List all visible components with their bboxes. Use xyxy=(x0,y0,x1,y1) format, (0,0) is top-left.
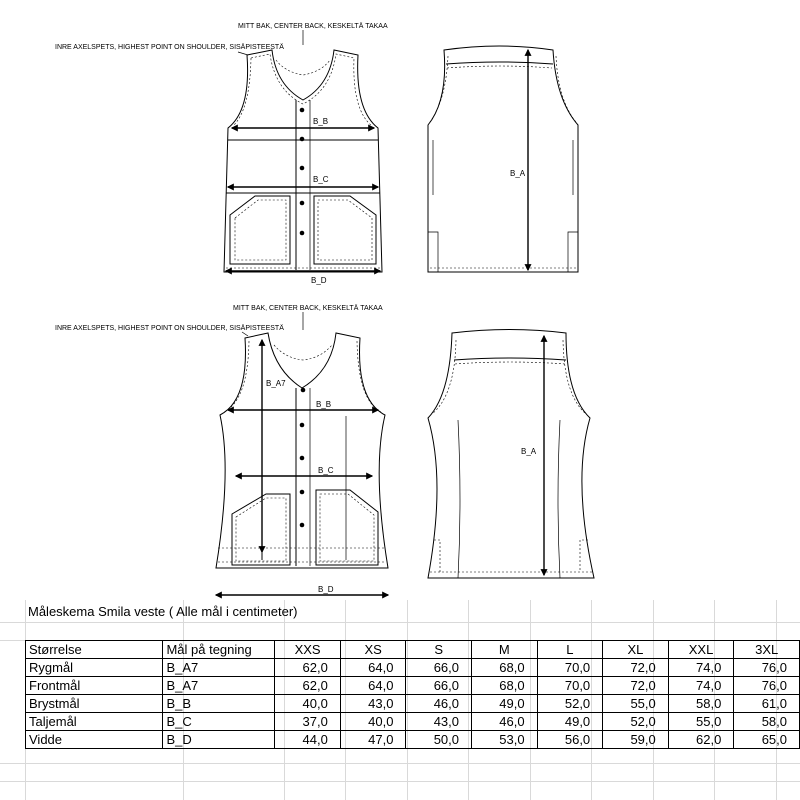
cell-value: 37,0 xyxy=(275,713,341,731)
top-shoulder-label: INRE AXELSPETS, HIGHEST POINT ON SHOULDER, SISÄPISTEESTÄ xyxy=(55,44,284,51)
table-header-row xyxy=(26,641,800,659)
cell-value: 58,0 xyxy=(668,695,734,713)
bottom-back-vest xyxy=(428,330,594,579)
header-size-s: S xyxy=(406,641,472,659)
cell-value: 76,0 xyxy=(734,677,800,695)
cell-value: 65,0 xyxy=(734,731,800,749)
cell-value: 49,0 xyxy=(537,713,603,731)
table-title: Måleskema Smila veste ( Alle mål i centimeter) xyxy=(28,604,298,619)
row-code: B_B xyxy=(163,695,275,713)
bottom-bc-label: B_C xyxy=(318,466,334,475)
cell-value: 66,0 xyxy=(406,659,472,677)
bottom-center-back-label: MITT BAK, CENTER BACK, KESKELTÄ TAKAA xyxy=(233,305,383,312)
cell-value: 62,0 xyxy=(275,677,341,695)
header-size-xs: XS xyxy=(340,641,406,659)
row-label: Brystmål xyxy=(26,695,163,713)
cell-value: 68,0 xyxy=(472,677,538,695)
bottom-bb-label: B_B xyxy=(316,400,332,409)
cell-value: 55,0 xyxy=(603,695,669,713)
cell-value: 76,0 xyxy=(734,659,800,677)
table-row xyxy=(26,713,800,731)
cell-value: 40,0 xyxy=(340,713,406,731)
cell-value: 74,0 xyxy=(668,659,734,677)
row-label: Rygmål xyxy=(26,659,163,677)
cell-value: 70,0 xyxy=(537,659,603,677)
header-size-xxs: XXS xyxy=(275,641,341,659)
cell-value: 44,0 xyxy=(275,731,341,749)
cell-value: 72,0 xyxy=(603,677,669,695)
table-row xyxy=(26,659,800,677)
header-size-xl: XL xyxy=(603,641,669,659)
cell-value: 50,0 xyxy=(406,731,472,749)
cell-value: 46,0 xyxy=(472,713,538,731)
row-label: Frontmål xyxy=(26,677,163,695)
header-size-3xl: 3XL xyxy=(734,641,800,659)
measurement-table xyxy=(25,640,800,749)
table-row xyxy=(26,695,800,713)
row-label: Taljemål xyxy=(26,713,163,731)
header-size-xxl: XXL xyxy=(668,641,734,659)
row-code: B_A7 xyxy=(163,677,275,695)
cell-value: 43,0 xyxy=(406,713,472,731)
cell-value: 43,0 xyxy=(340,695,406,713)
cell-value: 52,0 xyxy=(603,713,669,731)
table-row xyxy=(26,731,800,749)
cell-value: 64,0 xyxy=(340,677,406,695)
cell-value: 66,0 xyxy=(406,677,472,695)
top-center-back-label: MITT BAK, CENTER BACK, KESKELTÄ TAKAA xyxy=(238,23,388,30)
top-bd-label: B_D xyxy=(311,276,327,285)
top-ba-label: B_A xyxy=(510,169,526,178)
top-bc-label: B_C xyxy=(313,175,329,184)
cell-value: 46,0 xyxy=(406,695,472,713)
table-row xyxy=(26,677,800,695)
header-size-m: M xyxy=(472,641,538,659)
cell-value: 72,0 xyxy=(603,659,669,677)
cell-value: 40,0 xyxy=(275,695,341,713)
cell-value: 62,0 xyxy=(668,731,734,749)
header-size-l: L xyxy=(537,641,603,659)
bottom-bd-label: B_D xyxy=(318,585,334,594)
cell-value: 53,0 xyxy=(472,731,538,749)
cell-value: 52,0 xyxy=(537,695,603,713)
row-code: B_A7 xyxy=(163,659,275,677)
bottom-ba-label: B_A xyxy=(521,447,537,456)
header-code-label: Mål på tegning xyxy=(163,641,275,659)
top-back-vest xyxy=(428,46,578,272)
cell-value: 59,0 xyxy=(603,731,669,749)
bottom-ba7-label: B_A7 xyxy=(266,379,286,388)
header-size-label: Størrelse xyxy=(26,641,163,659)
top-bb-label: B_B xyxy=(313,117,329,126)
cell-value: 47,0 xyxy=(340,731,406,749)
cell-value: 70,0 xyxy=(537,677,603,695)
top-front-vest xyxy=(55,22,388,285)
cell-value: 61,0 xyxy=(734,695,800,713)
cell-value: 74,0 xyxy=(668,677,734,695)
cell-value: 56,0 xyxy=(537,731,603,749)
bottom-front-vest xyxy=(55,304,388,595)
row-label: Vidde xyxy=(26,731,163,749)
row-code: B_D xyxy=(163,731,275,749)
cell-value: 68,0 xyxy=(472,659,538,677)
cell-value: 55,0 xyxy=(668,713,734,731)
row-code: B_C xyxy=(163,713,275,731)
cell-value: 49,0 xyxy=(472,695,538,713)
bottom-shoulder-label: INRE AXELSPETS, HIGHEST POINT ON SHOULDER, SISÄPISTEESTÄ xyxy=(55,325,284,332)
cell-value: 58,0 xyxy=(734,713,800,731)
cell-value: 64,0 xyxy=(340,659,406,677)
cell-value: 62,0 xyxy=(275,659,341,677)
